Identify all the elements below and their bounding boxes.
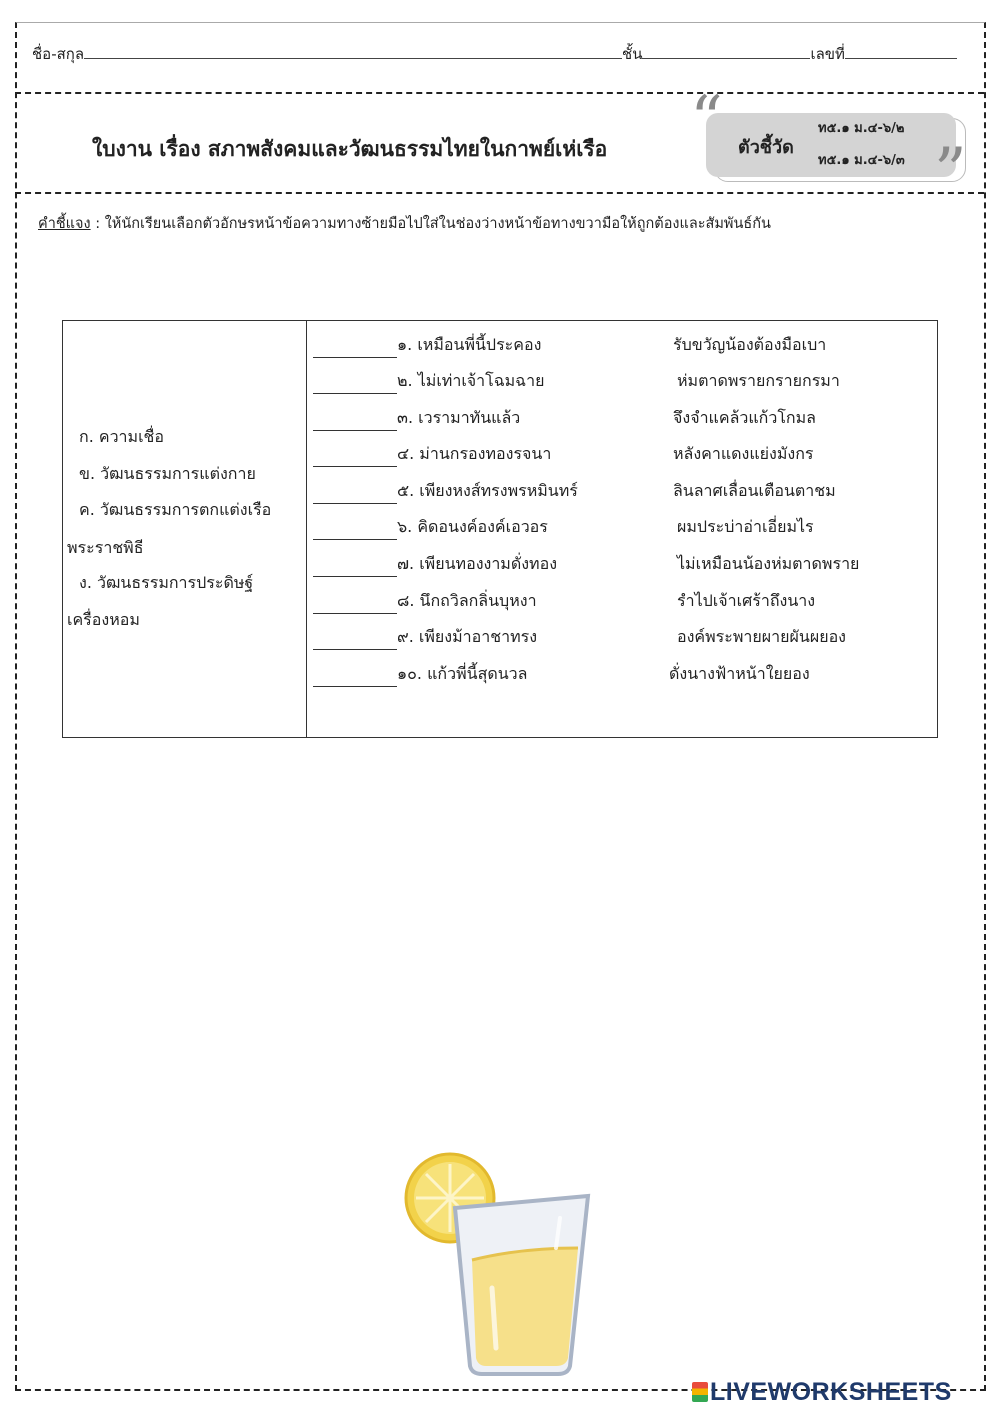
option-d-cont: เครื่องหอม [67, 610, 140, 629]
answer-blank[interactable] [313, 668, 397, 687]
close-quote-icon: ” [934, 135, 967, 209]
question-row [313, 625, 873, 649]
number-field[interactable] [845, 44, 957, 59]
title-divider [15, 192, 984, 194]
header-divider [15, 92, 984, 94]
question-verse: ดั่งนางฟ้าหน้าใยยอง [669, 664, 810, 683]
question-text: ๑. เหมือนพี่นี้ประคอง [397, 335, 542, 354]
question-verse: จึงจำแคล้วแก้วโกมล [673, 408, 816, 427]
logo-text: LIVEWORKSHEETS [710, 1378, 952, 1406]
question-text: ๙. เพียงม้าอาชาทรง [397, 627, 538, 646]
class-field[interactable] [642, 44, 810, 59]
option-a: ก. ความเชื่อ [79, 427, 165, 446]
instruction-label: คำชี้แจง [38, 216, 91, 232]
answer-blank[interactable] [313, 558, 397, 577]
answer-blank[interactable] [313, 521, 397, 540]
option-c-cont: พระราชพิธี [67, 538, 144, 557]
question-verse: ไม่เหมือนน้องห่มตาดพราย [677, 554, 860, 573]
answer-blank[interactable] [313, 631, 397, 650]
question-text: ๒. ไม่เท่าเจ้าโฉมฉาย [397, 371, 545, 390]
answer-blank[interactable] [313, 412, 397, 431]
question-verse: องค์พระพายผายผันผยอง [677, 627, 846, 646]
glass-icon [455, 1196, 588, 1374]
question-text: ๖. คิดอนงค์องค์เอวอร [397, 517, 548, 536]
class-label: ชั้น [622, 45, 643, 63]
student-info-row [32, 42, 957, 66]
instruction-text: : ให้นักเรียนเลือกตัวอักษรหน้าข้อความทางซ้ายมือไปใส่ในช่องว่างหน้าข้อทางขวามือให้ถูกต้องและสัมพันธ์กัน [90, 216, 771, 232]
worksheet-title: ใบงาน เรื่อง สภาพสังคมและวัฒนธรรมไทยในกาพย์เห่เรือ [92, 137, 608, 161]
question-row [313, 369, 873, 393]
questions-column [307, 321, 938, 738]
question-text: ๑๐. แก้วพี่นี้สุดนวล [397, 664, 528, 683]
question-row [313, 479, 873, 503]
instruction [38, 212, 771, 235]
question-row [313, 515, 873, 539]
question-row [313, 333, 873, 357]
answer-blank[interactable] [313, 595, 397, 614]
name-field[interactable] [84, 44, 622, 59]
answer-blank[interactable] [313, 375, 397, 394]
indicator-label: ตัวชี้วัด [738, 137, 794, 158]
open-quote-icon: “ [690, 83, 723, 157]
question-text: ๔. ม่านกรองทองรจนา [397, 444, 552, 463]
question-row [313, 662, 873, 686]
answer-blank[interactable] [313, 339, 397, 358]
question-row [313, 589, 873, 613]
liveworksheets-logo [692, 1378, 952, 1407]
question-verse: ผมประบ่าอ่าเอี่ยมไร [677, 517, 814, 536]
matching-table [62, 320, 938, 738]
lemonade-glass-illustration [400, 1148, 600, 1378]
question-text: ๗. เพียนทองงามดั่งทอง [397, 554, 558, 573]
answer-blank[interactable] [313, 448, 397, 467]
question-row [313, 552, 873, 576]
indicator-code-2: ท๕.๑ ม.๔-๖/๓ [818, 153, 905, 168]
number-label: เลขที่ [810, 45, 845, 63]
option-d: ง. วัฒนธรรมการประดิษฐ์ [79, 573, 254, 592]
answer-blank[interactable] [313, 485, 397, 504]
question-text: ๘. นึกถวิลกลิ่นบุหงา [397, 591, 537, 610]
question-text: ๓. เวรามาทันแล้ว [397, 408, 521, 427]
logo-badge-icon [692, 1382, 708, 1402]
question-verse: หลังคาแดงแย่งมังกร [673, 444, 814, 463]
question-verse: รับขวัญน้องต้องมือเบา [673, 335, 827, 354]
question-text: ๕. เพียงหงส์ทรงพรหมินทร์ [397, 481, 578, 500]
options-column [63, 321, 307, 738]
option-b: ข. วัฒนธรรมการแต่งกาย [79, 464, 256, 483]
indicator-code-1: ท๕.๑ ม.๔-๖/๒ [818, 121, 905, 136]
question-row [313, 406, 873, 430]
question-verse: ห่มตาดพรายกรายกรมา [677, 371, 840, 390]
name-label: ชื่อ-สกุล [32, 45, 85, 63]
question-verse: รำไปเจ้าเศร้าถึงนาง [677, 591, 816, 610]
option-c: ค. วัฒนธรรมการตกแต่งเรือ [79, 500, 272, 519]
question-row [313, 442, 873, 466]
question-verse: ลินลาศเลื่อนเตือนตาชม [673, 481, 836, 500]
